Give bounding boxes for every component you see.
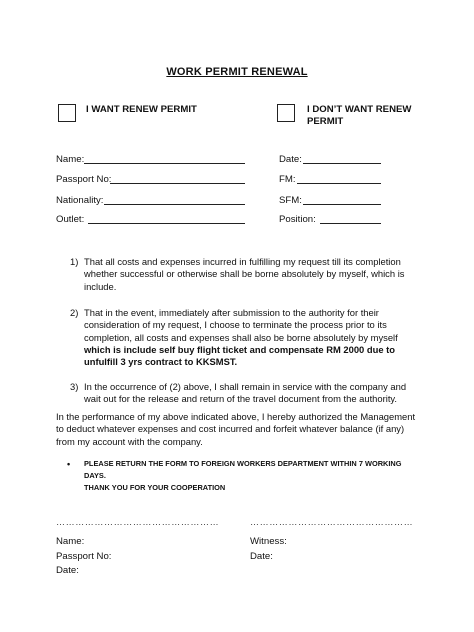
clause-2-line: consideration of my request, I choose to terminate the process prior to its — [84, 319, 387, 331]
clause-2-line: That in the event, immediately after submission to the authority for their — [84, 307, 379, 318]
signature-left-block — [56, 535, 111, 579]
clause-1-line: whether successful or otherwise shall be borne absolutely by myself, which is — [84, 268, 405, 280]
field-fm-input[interactable] — [297, 183, 381, 184]
not-renew-checkbox[interactable] — [277, 104, 295, 122]
clause-2-bold-line: which is include self buy flight ticket and compensate RM 2000 due to — [84, 343, 396, 355]
authorization-line: from my account with the company. — [56, 435, 203, 447]
field-nationality-label: Nationality: — [56, 195, 104, 206]
clause-2-bold-line: unfulfill 3 yrs contract to KKSMST. — [84, 356, 238, 368]
clause-2-number: 2) — [70, 307, 79, 318]
bullet-icon: • — [67, 459, 71, 469]
clause-3-line: In the occurrence of (2) above, I shall remain in service with the company and — [84, 381, 407, 392]
signature-line-left: …………………………………………… — [56, 517, 220, 527]
option-not-renew-line1: I DON’T WANT RENEW — [307, 104, 412, 115]
renew-checkbox[interactable] — [58, 104, 76, 122]
authorization-text — [56, 411, 419, 448]
clause-1-number: 1) — [70, 256, 79, 267]
option-renew-label: I WANT RENEW PERMIT — [86, 104, 197, 115]
field-sfm-label: SFM: — [279, 195, 302, 206]
field-sfm-input[interactable] — [303, 204, 381, 205]
clause-3-text — [84, 381, 418, 406]
field-date-label: Date: — [279, 154, 302, 165]
authorization-line: In the performance of my above indicated above, I hereby authorized the Management — [56, 411, 416, 422]
clause-3-number: 3) — [70, 381, 79, 392]
return-notice-line1: PLEASE RETURN THE FORM TO FOREIGN WORKERS DEPARTMENT WITHIN 7 WORKING DAYS. — [84, 459, 402, 480]
option-not-renew-label — [307, 104, 411, 128]
clause-3-line: wait out for the release and return of the travel document from the authority. — [84, 393, 398, 405]
field-name-input[interactable] — [84, 163, 245, 164]
return-notice — [84, 458, 424, 494]
return-notice-line2: THANK YOU FOR YOUR COOPERATION — [84, 483, 226, 492]
form-title: WORK PERMIT RENEWAL — [166, 66, 308, 78]
clause-2-text — [84, 307, 418, 368]
authorization-line: to deduct whatever expenses and cost incurred and forfeit whatever balance (if any) — [56, 423, 405, 435]
field-outlet-input[interactable] — [88, 223, 245, 224]
field-name-label: Name: — [56, 154, 85, 165]
clause-1-line: include. — [84, 280, 117, 292]
clause-2-line: completion, all costs and expenses shall also be borne absolutely by myself — [84, 331, 398, 343]
signature-line-right: …………………………………………… — [250, 517, 414, 527]
field-fm-label: FM: — [279, 174, 296, 185]
signature-name-label: Name: — [56, 536, 85, 547]
clause-1-line: That all costs and expenses incurred in fulfilling my request till its completion — [84, 256, 401, 267]
option-not-renew-line2: PERMIT — [307, 116, 344, 127]
field-position-input[interactable] — [320, 223, 381, 224]
field-nationality-input[interactable] — [104, 204, 245, 205]
signature-passport-label: Passport No: — [56, 550, 112, 562]
field-passport-label: Passport No: — [56, 174, 112, 185]
field-outlet-label: Outlet: — [56, 214, 85, 225]
field-position-label: Position: — [279, 214, 316, 225]
signature-date-label: Date: — [56, 565, 79, 576]
field-date-input[interactable] — [303, 163, 381, 164]
witness-date-label: Date: — [250, 550, 273, 562]
witness-label: Witness: — [250, 536, 287, 547]
field-passport-input[interactable] — [110, 183, 245, 184]
clause-1-text — [84, 256, 418, 293]
signature-right-block — [250, 535, 287, 564]
